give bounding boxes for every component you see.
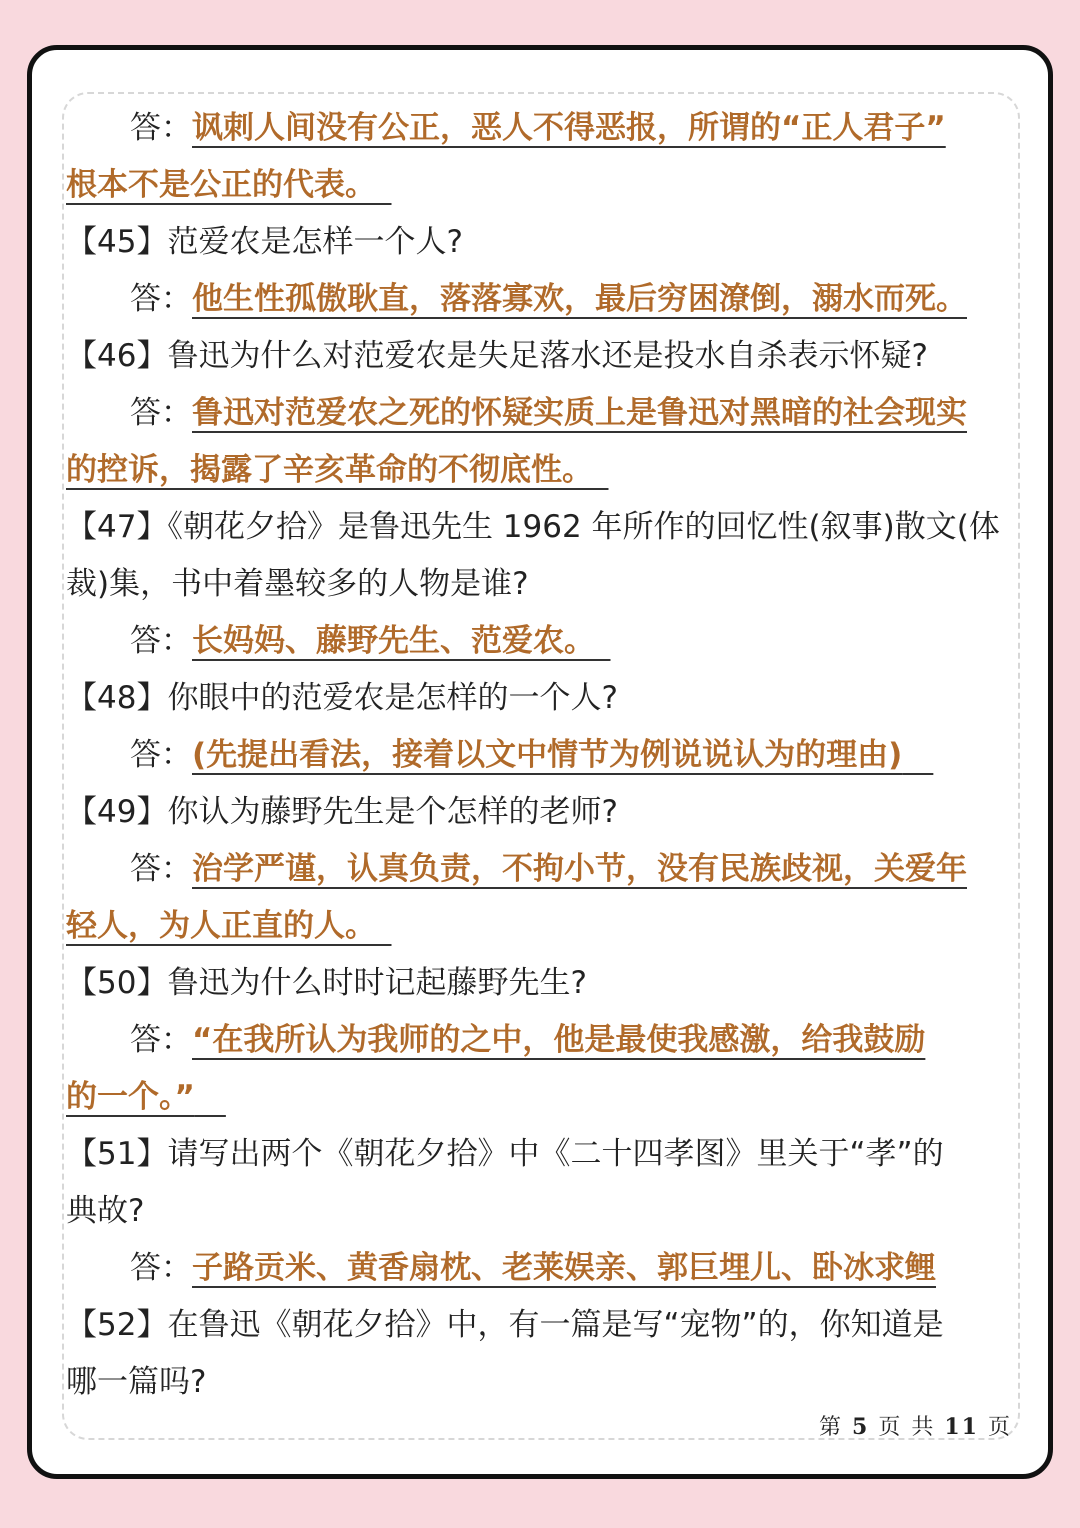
answer-49-text-1: 治学严谨，认真负责，不拘小节，没有民族歧视，关爱年: [192, 851, 967, 887]
answer-44-line-2: [66, 157, 1016, 214]
answer-46-line-1: [66, 385, 1016, 442]
answer-47-line: [66, 613, 1016, 670]
question-47-line-2: 裁)集，书中着墨较多的人物是谁?: [66, 566, 529, 602]
question-49: 【49】你认为藤野先生是个怎样的老师?: [66, 794, 618, 830]
answer-45-line: [66, 271, 1016, 328]
question-52-line-2: 哪一篇吗?: [66, 1364, 207, 1400]
answer-50-text-2: 的一个。”: [66, 1079, 195, 1115]
answer-44-text-2: 根本不是公正的代表。: [66, 167, 361, 203]
answer-48-line: [66, 727, 1016, 784]
question-51-line-2: 典故?: [66, 1193, 145, 1229]
answer-49-line-1: [66, 841, 1016, 898]
question-52-line-1: 【52】在鲁迅《朝花夕拾》中，有一篇是写“宠物”的，你知道是: [66, 1307, 944, 1343]
answer-51-text: 子路贡米、黄香扇枕、老莱娱亲、郭巨埋儿、卧冰求鲤: [192, 1250, 936, 1286]
footer-suffix: 页: [987, 1415, 1012, 1440]
question-45: 【45】范爱农是怎样一个人?: [66, 224, 463, 260]
document-body: [66, 100, 1016, 1411]
question-48: 【48】你眼中的范爱农是怎样的一个人?: [66, 680, 618, 716]
answer-48-text: (先提出看法，接着以文中情节为例说说认为的理由): [192, 737, 903, 773]
question-50: 【50】鲁迅为什么时时记起藤野先生?: [66, 965, 587, 1001]
answer-label: 答：: [130, 851, 192, 887]
footer-mid: 页 共: [878, 1415, 936, 1440]
answer-47-text: 长妈妈、藤野先生、范爱农。: [192, 623, 580, 659]
answer-51-line: [66, 1240, 1016, 1297]
answer-50-text-1: “在我所认为我师的之中，他是最使我感激，给我鼓励: [192, 1022, 926, 1058]
answer-44-text-1: 讽刺人间没有公正，恶人不得恶报，所谓的“正人君子”: [192, 110, 946, 146]
answer-44-line-1: [66, 100, 1016, 157]
answer-label: 答：: [130, 110, 192, 146]
question-47-line-1: 【47】《朝花夕拾》是鲁迅先生 1962 年所作的回忆性(叙事)散文(体: [66, 509, 1000, 545]
answer-label: 答：: [130, 281, 192, 317]
answer-label: 答：: [130, 737, 192, 773]
current-page-number: 5: [852, 1414, 870, 1440]
question-46: 【46】鲁迅为什么对范爱农是失足落水还是投水自杀表示怀疑?: [66, 338, 928, 374]
answer-46-text-2: 的控诉，揭露了辛亥革命的不彻底性。: [66, 452, 578, 488]
answer-46-line-2: [66, 442, 1016, 499]
answer-50-line-2: [66, 1069, 1016, 1126]
answer-label: 答：: [130, 1250, 192, 1286]
answer-46-text-1: 鲁迅对范爱农之死的怀疑实质上是鲁迅对黑暗的社会现实: [192, 395, 967, 431]
answer-45-text: 他生性孤傲耿直，落落寡欢，最后穷困潦倒，溺水而死。: [192, 281, 967, 317]
answer-49-text-2: 轻人，为人正直的人。: [66, 908, 361, 944]
answer-label: 答：: [130, 395, 192, 431]
answer-label: 答：: [130, 623, 192, 659]
question-51-line-1: 【51】请写出两个《朝花夕拾》中《二十四孝图》里关于“孝”的: [66, 1136, 944, 1172]
total-pages-number: 11: [944, 1414, 979, 1440]
answer-49-line-2: [66, 898, 1016, 955]
page-number-footer: [819, 1410, 1012, 1441]
answer-label: 答：: [130, 1022, 192, 1058]
footer-prefix: 第: [819, 1415, 844, 1440]
answer-50-line-1: [66, 1012, 1016, 1069]
